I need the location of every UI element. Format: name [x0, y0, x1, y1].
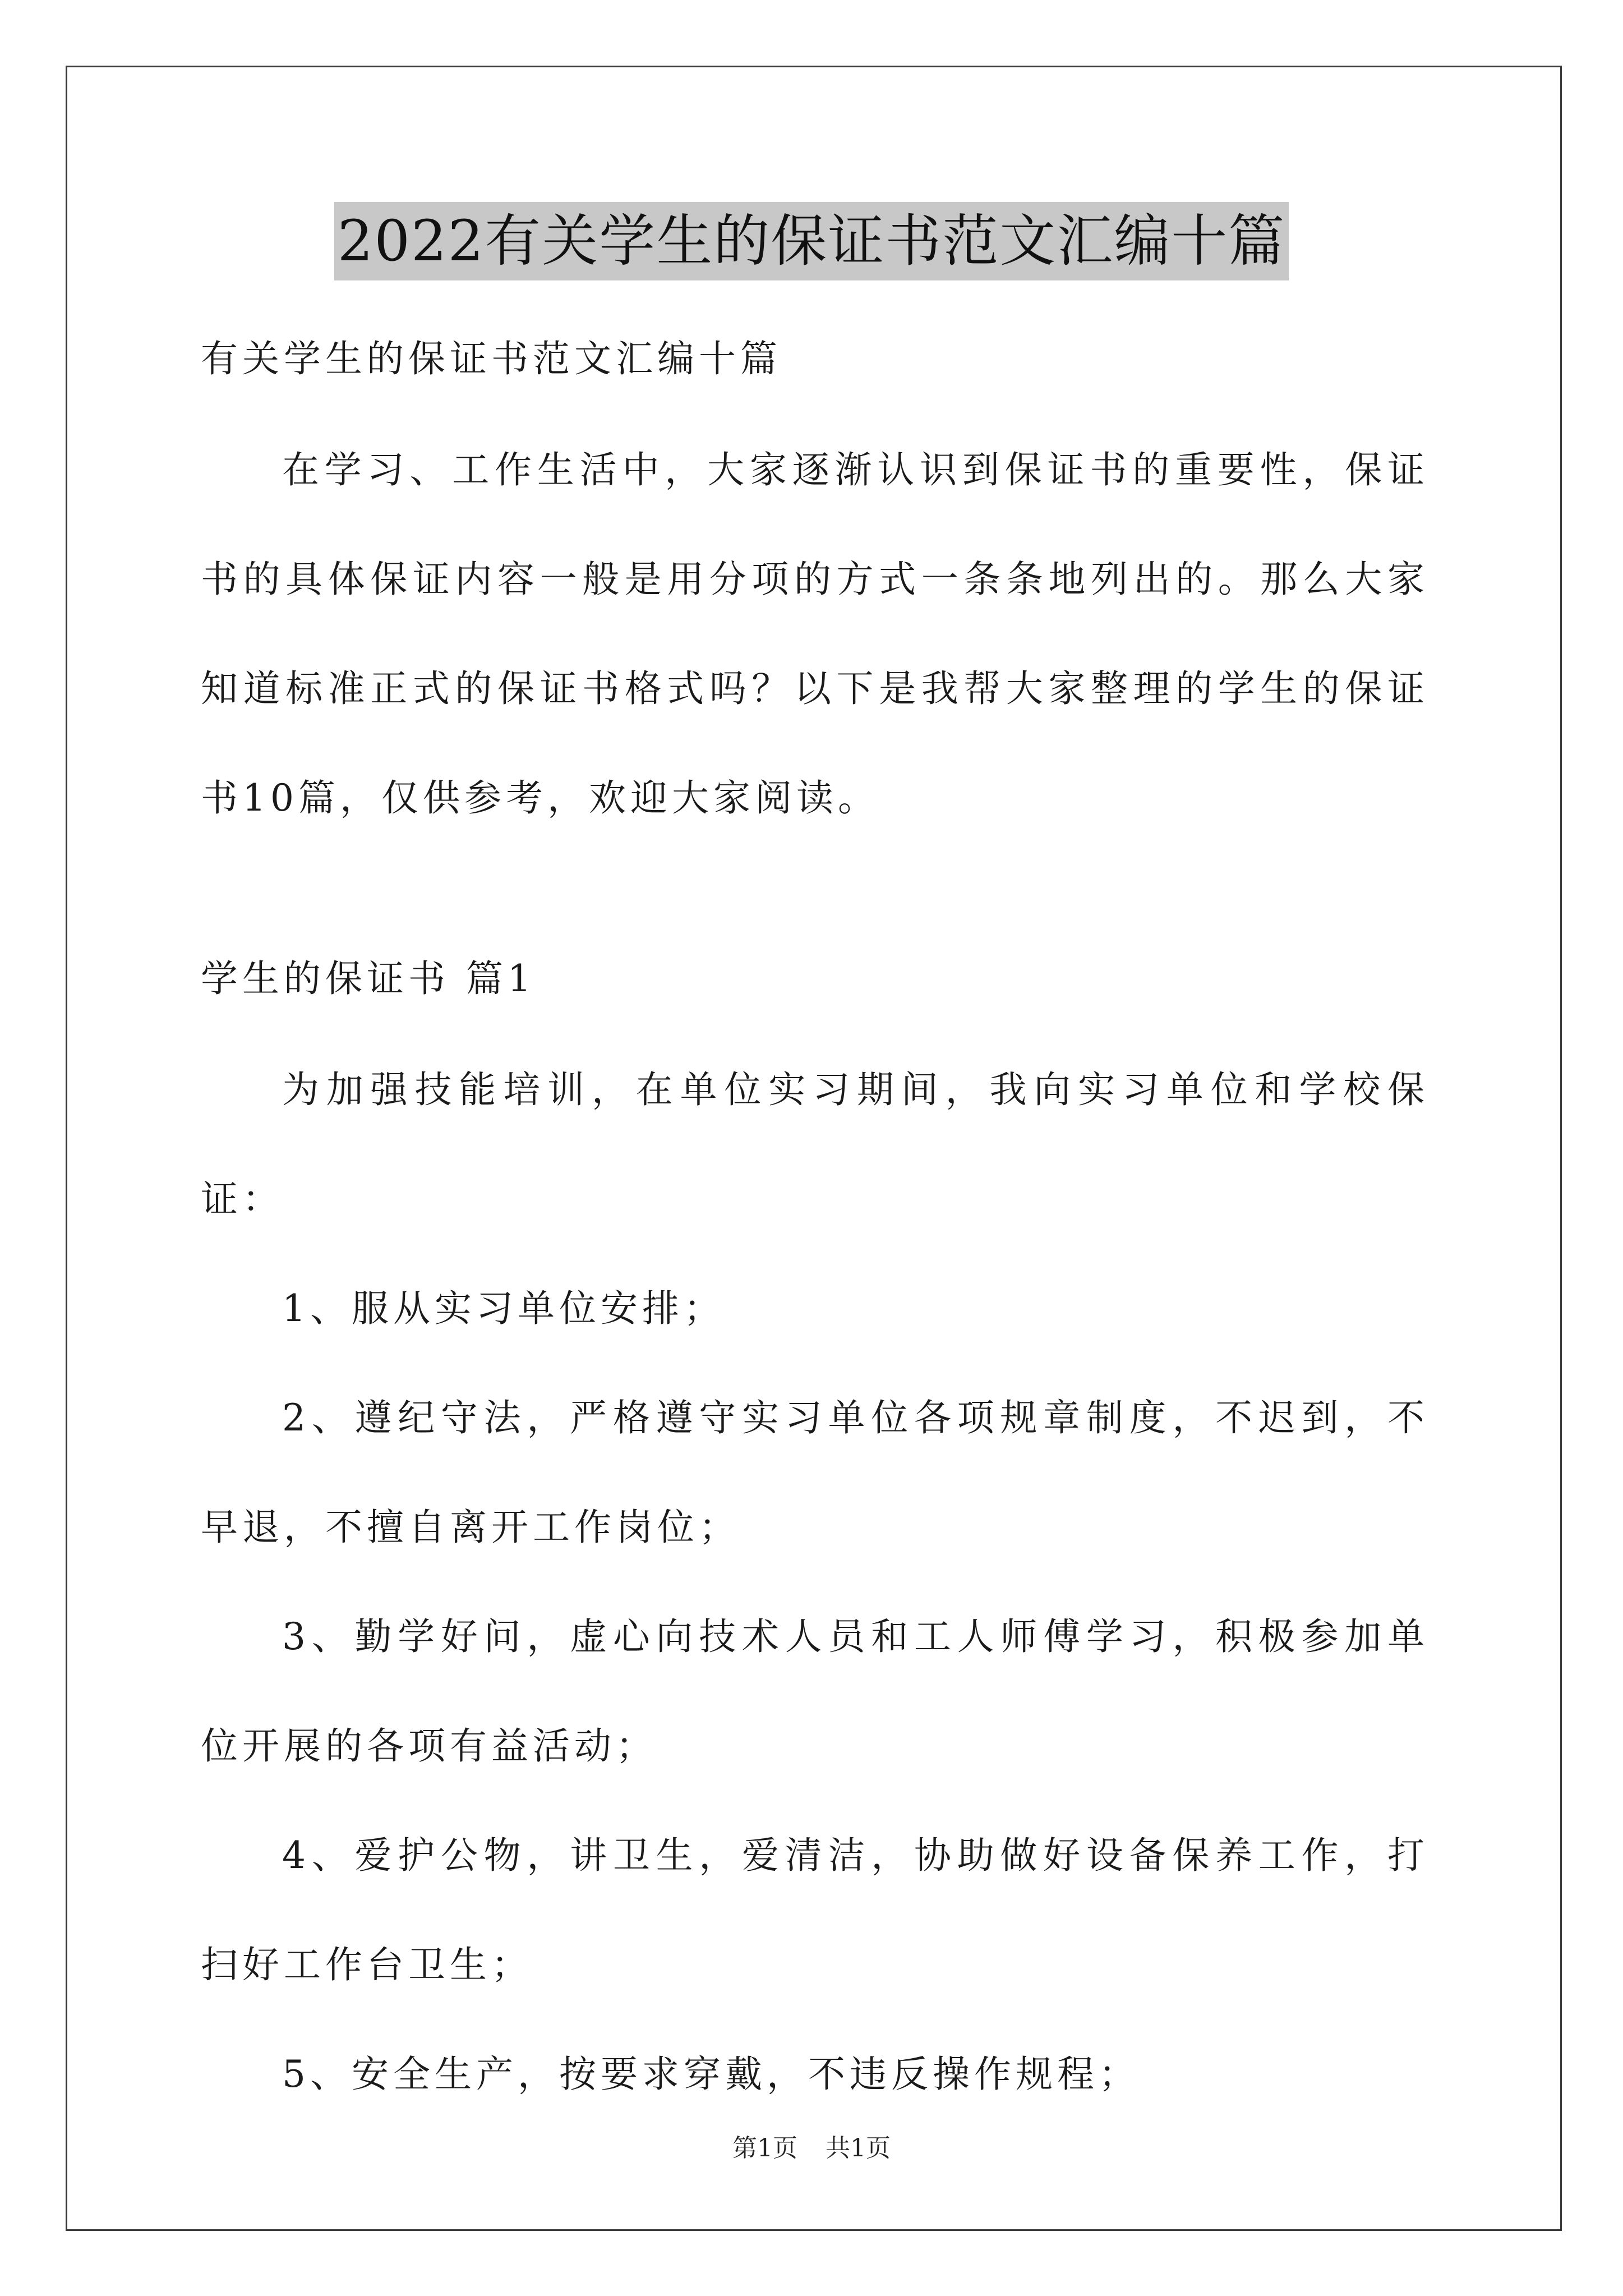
title-container: [0, 202, 1623, 280]
section-intro-paragraph: 为加强技能培训，在单位实习期间，我向实习单位和学校保证：: [201, 1068, 1429, 1221]
document-body: [201, 303, 1429, 2129]
list-item: 4、爱护公物，讲卫生，爱清洁，协助做好设备保养工作，打扫好工作台卫生；: [201, 1834, 1429, 1986]
list-item: 1、服从实习单位安排；: [282, 1287, 725, 1330]
document-title: 2022有关学生的保证书范文汇编十篇: [334, 202, 1289, 280]
list-item: 2、遵纪守法，严格遵守实习单位各项规章制度，不迟到，不早退，不擅自离开工作岗位；: [201, 1396, 1429, 1549]
section-heading: 学生的保证书 篇1: [201, 957, 536, 1000]
page-number-total: 共1页: [826, 2134, 891, 2162]
list-item: 5、安全生产，按要求穿戴，不违反操作规程；: [282, 2053, 1140, 2096]
page-number-current: 第1页: [732, 2134, 797, 2162]
list-item: 3、勤学好问，虚心向技术人员和工人师傅学习，积极参加单位开展的各项有益活动；: [201, 1615, 1429, 1768]
page-footer: [0, 2132, 1623, 2165]
intro-paragraph: 在学习、工作生活中，大家逐渐认识到保证书的重要性，保证书的具体保证内容一般是用分项的方式一条条地列出的。那么大家知道标准正式的保证书格式吗？以下是我帮大家整理的学生的保证书10篇，仅供参考，欢迎大家阅读。: [201, 448, 1429, 820]
document-subtitle: 有关学生的保证书范文汇编十篇: [201, 337, 782, 380]
section-spacer: [201, 853, 1429, 923]
